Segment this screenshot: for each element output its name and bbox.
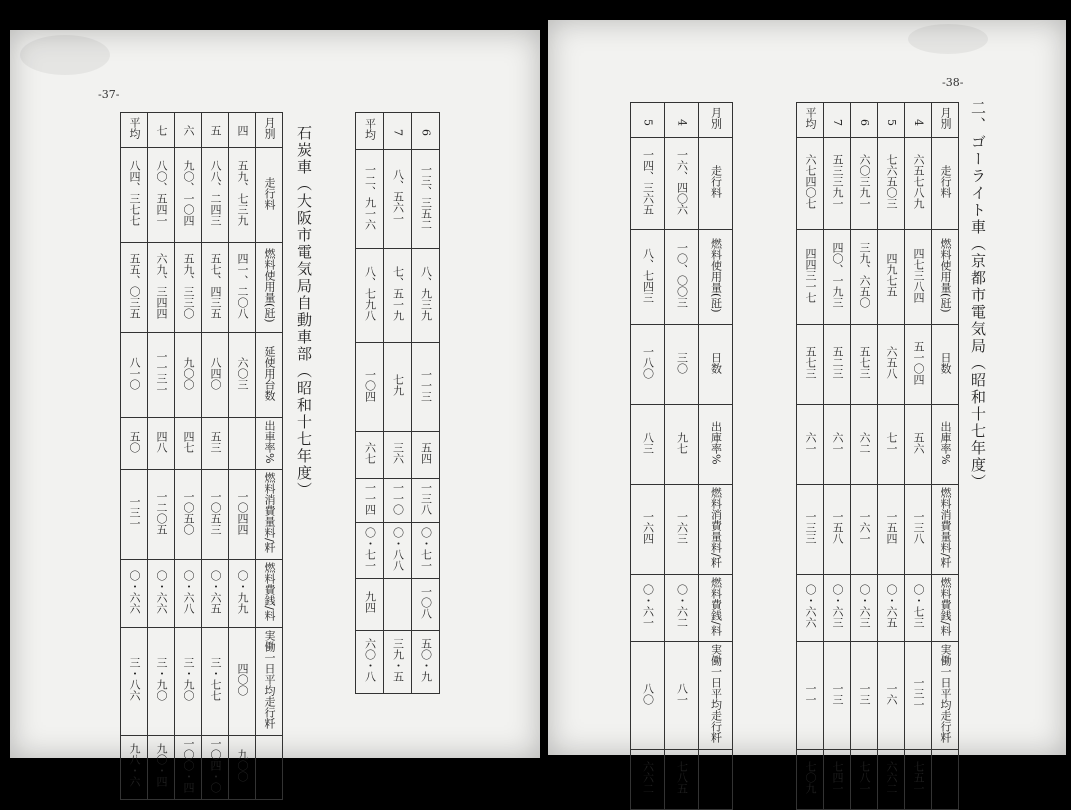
table-cell: 一一三一 bbox=[148, 333, 175, 418]
table-cell: 一一〇 bbox=[384, 479, 412, 523]
row-header: 延使用台数 bbox=[256, 333, 283, 418]
table-cell: 一六四 bbox=[631, 485, 665, 575]
column-header: 6 bbox=[851, 103, 878, 138]
table-cell: 五七三 bbox=[797, 325, 824, 405]
table-cell: 四九七五 bbox=[878, 230, 905, 325]
data-table bbox=[120, 112, 283, 800]
row-header bbox=[932, 750, 959, 810]
column-header: 5 bbox=[631, 103, 665, 138]
table-cell: 一三三 bbox=[797, 485, 824, 575]
table-cell: 三九、六五〇 bbox=[851, 230, 878, 325]
table-cell: 〇・六三 bbox=[824, 574, 851, 642]
column-header: 7 bbox=[824, 103, 851, 138]
table-cell: 三六 bbox=[384, 432, 412, 479]
table-cell: 八〇、五四一 bbox=[148, 148, 175, 243]
table-cell: 一六三 bbox=[665, 485, 699, 575]
row-header: 出庫率% bbox=[699, 405, 733, 485]
table-cell: 六一 bbox=[824, 405, 851, 485]
column-header: 平均 bbox=[356, 113, 384, 150]
table-cell: 七五一 bbox=[905, 750, 932, 810]
row-header: 実働一日平均走行粁 bbox=[932, 642, 959, 750]
table-cell: 六一 bbox=[797, 405, 824, 485]
table-cell: 七六五〇三 bbox=[878, 138, 905, 230]
table-cell: 一〇〇・四 bbox=[175, 735, 202, 799]
table-cell: 六二 bbox=[851, 405, 878, 485]
row-header bbox=[699, 750, 733, 810]
paper-stain bbox=[20, 35, 110, 75]
table-cell: 六〇三九一 bbox=[851, 138, 878, 230]
table-cell: 八、七四三 bbox=[631, 230, 665, 325]
table-cell: 五六 bbox=[905, 405, 932, 485]
table-cell: 〇・七一 bbox=[356, 523, 384, 578]
table-cell: 八一 bbox=[665, 642, 699, 750]
table-cell: 六九、三四四 bbox=[148, 243, 175, 333]
table-cell: 〇・六二 bbox=[665, 574, 699, 642]
table-cell: 一五四 bbox=[878, 485, 905, 575]
table-cell: 〇・七一 bbox=[412, 523, 440, 578]
table-cell: 一〇四四 bbox=[229, 470, 256, 560]
table-cell bbox=[229, 418, 256, 470]
table-cell: 五四 bbox=[412, 432, 440, 479]
row-header: 出庫率% bbox=[932, 405, 959, 485]
row-header bbox=[256, 735, 283, 799]
table-cell: 一三、三五二 bbox=[412, 149, 440, 248]
row-header: 月別 bbox=[932, 103, 959, 138]
table-cell: 一三八 bbox=[905, 485, 932, 575]
table-cell: 七、五一九 bbox=[384, 249, 412, 343]
table-cell: 六七四〇七 bbox=[797, 138, 824, 230]
table-cell: 五〇・九 bbox=[412, 631, 440, 694]
table-cell: 一〇五〇 bbox=[175, 470, 202, 560]
paper-stain bbox=[908, 24, 988, 54]
table-cell: 一一三 bbox=[412, 343, 440, 432]
table-cell: 一三一 bbox=[905, 642, 932, 750]
table-cell bbox=[384, 578, 412, 630]
table-cell: 〇・七三 bbox=[905, 574, 932, 642]
row-header: 燃料消費量料/粁 bbox=[932, 485, 959, 575]
table-cell: 〇・六三 bbox=[851, 574, 878, 642]
table-cell: 〇・八八 bbox=[384, 523, 412, 578]
row-header: 燃料消費量料/粁 bbox=[256, 470, 283, 560]
table-cell: 七八一 bbox=[851, 750, 878, 810]
table-cell: 一三八 bbox=[412, 479, 440, 523]
column-header: 平均 bbox=[797, 103, 824, 138]
column-header: 4 bbox=[665, 103, 699, 138]
table-cell: 一六一 bbox=[851, 485, 878, 575]
column-header: 七 bbox=[148, 113, 175, 148]
table-cell: 〇・九九 bbox=[229, 560, 256, 628]
table-cell: 七四一 bbox=[824, 750, 851, 810]
column-header: 6 bbox=[412, 113, 440, 150]
table-title: 二、ゴーライト車（京都市電気局（昭和十七年度） bbox=[969, 100, 987, 491]
table-cell: 〇・六六 bbox=[797, 574, 824, 642]
table-cell: 一〇四 bbox=[356, 343, 384, 432]
table-cell: 一四、三六五 bbox=[631, 138, 665, 230]
table-cell: 八、七九八 bbox=[356, 249, 384, 343]
table-cell: 八八、二四三 bbox=[202, 148, 229, 243]
table-cell: 三・八六 bbox=[121, 627, 148, 735]
table-cell: 一〇八 bbox=[412, 578, 440, 630]
column-header: 4 bbox=[905, 103, 932, 138]
row-header: 日数 bbox=[699, 325, 733, 405]
table-cell: 八、九三九 bbox=[412, 249, 440, 343]
column-header: 7 bbox=[384, 113, 412, 150]
table-cell: 三・七七 bbox=[202, 627, 229, 735]
table-cell: 九〇、一〇四 bbox=[175, 148, 202, 243]
table-cell: 一六 bbox=[878, 642, 905, 750]
table-cell: 七一 bbox=[878, 405, 905, 485]
table-cell: 九〇〇 bbox=[229, 735, 256, 799]
table-title: 石炭車（大阪市電気局自動車部（昭和十七年度） bbox=[295, 125, 313, 499]
table-cell: 五九、三三〇 bbox=[175, 243, 202, 333]
row-header: 走行料 bbox=[699, 138, 733, 230]
table-cell: 七九 bbox=[384, 343, 412, 432]
table-cell: 一三 bbox=[851, 642, 878, 750]
row-header: 日数 bbox=[932, 325, 959, 405]
table-cell: 四四三一七 bbox=[797, 230, 824, 325]
table-cell: 四七三八四 bbox=[905, 230, 932, 325]
row-header: 出車率% bbox=[256, 418, 283, 470]
table-cell: 九七 bbox=[665, 405, 699, 485]
table-cell: 八三 bbox=[631, 405, 665, 485]
row-header: 燃料費銭/料 bbox=[932, 574, 959, 642]
table-cell: 一〇四・〇 bbox=[202, 735, 229, 799]
table-cell: 六〇三 bbox=[229, 333, 256, 418]
table-cell: 一一 bbox=[797, 642, 824, 750]
row-header: 走行料 bbox=[256, 148, 283, 243]
table-cell: 三九・五 bbox=[384, 631, 412, 694]
table-cell: 〇・六六 bbox=[148, 560, 175, 628]
table-cell: 〇・六五 bbox=[878, 574, 905, 642]
table-cell: 六五七八九 bbox=[905, 138, 932, 230]
column-header: 平均 bbox=[121, 113, 148, 148]
table-cell: 五三 bbox=[202, 418, 229, 470]
table-cell: 一八〇 bbox=[631, 325, 665, 405]
row-header: 実働一日平均走行粁 bbox=[699, 642, 733, 750]
row-header: 燃料使用量(瓩) bbox=[699, 230, 733, 325]
table-cell: 五一〇四 bbox=[905, 325, 932, 405]
table-cell: 一六、四〇六 bbox=[665, 138, 699, 230]
row-header: 燃料使用量(瓩) bbox=[256, 243, 283, 333]
row-header: 燃料使用量(瓩) bbox=[932, 230, 959, 325]
data-table bbox=[355, 112, 440, 694]
table-cell: 一三一 bbox=[121, 470, 148, 560]
table-cell: 八、五六一 bbox=[384, 149, 412, 248]
table-cell: 六〇・八 bbox=[356, 631, 384, 694]
data-table bbox=[630, 102, 733, 810]
table-cell: 四〇、一九三 bbox=[824, 230, 851, 325]
table-cell: 〇・六五 bbox=[202, 560, 229, 628]
page-number: -38- bbox=[942, 76, 964, 89]
table-cell: 一二、九一六 bbox=[356, 149, 384, 248]
row-header: 燃料費銭/料 bbox=[699, 574, 733, 642]
table-cell: 六六二 bbox=[631, 750, 665, 810]
table-cell: 八一〇 bbox=[121, 333, 148, 418]
table-cell: 三・九〇 bbox=[175, 627, 202, 735]
table-cell: 九〇・四 bbox=[148, 735, 175, 799]
table-cell: 一二〇五 bbox=[148, 470, 175, 560]
right-page bbox=[548, 20, 1066, 795]
page-number: -37- bbox=[98, 88, 120, 101]
column-header: 四 bbox=[229, 113, 256, 148]
table-cell: 九〇〇 bbox=[175, 333, 202, 418]
row-header: 燃料消費量料/粁 bbox=[699, 485, 733, 575]
data-table bbox=[796, 102, 959, 810]
table-cell: 〇・六八 bbox=[175, 560, 202, 628]
row-header: 月別 bbox=[699, 103, 733, 138]
table-cell: 六七 bbox=[356, 432, 384, 479]
row-header: 実働一日平均走行粁 bbox=[256, 627, 283, 735]
row-header: 走行料 bbox=[932, 138, 959, 230]
table-cell: 五五、〇三五 bbox=[121, 243, 148, 333]
table-cell: 三・九〇 bbox=[148, 627, 175, 735]
table-cell: 八四、三七七 bbox=[121, 148, 148, 243]
table-cell: 四〇〇 bbox=[229, 627, 256, 735]
column-header: 5 bbox=[878, 103, 905, 138]
table-cell: 五七、四三五 bbox=[202, 243, 229, 333]
table-cell: 七〇九 bbox=[797, 750, 824, 810]
table-cell: 一三 bbox=[824, 642, 851, 750]
table-cell: 五三三九一 bbox=[824, 138, 851, 230]
row-header: 燃料費銭/料 bbox=[256, 560, 283, 628]
table-cell: 五二三 bbox=[824, 325, 851, 405]
table-cell: 五〇 bbox=[121, 418, 148, 470]
table-cell: 六六二 bbox=[878, 750, 905, 810]
table-cell: 〇・六一 bbox=[631, 574, 665, 642]
table-cell: 一〇五三 bbox=[202, 470, 229, 560]
left-page bbox=[10, 30, 540, 793]
table-cell: 三〇 bbox=[665, 325, 699, 405]
table-cell: 四一、二〇八 bbox=[229, 243, 256, 333]
table-cell: 六五八 bbox=[878, 325, 905, 405]
table-cell: 四八 bbox=[148, 418, 175, 470]
column-header: 六 bbox=[175, 113, 202, 148]
table-cell: 八〇 bbox=[631, 642, 665, 750]
table-cell: 四七 bbox=[175, 418, 202, 470]
table-cell: 一一四 bbox=[356, 479, 384, 523]
table-cell: 〇・六六 bbox=[121, 560, 148, 628]
table-cell: 一〇、〇〇三 bbox=[665, 230, 699, 325]
table-cell: 九八・六 bbox=[121, 735, 148, 799]
column-header: 五 bbox=[202, 113, 229, 148]
table-cell: 九四 bbox=[356, 578, 384, 630]
table-cell: 五七三 bbox=[851, 325, 878, 405]
table-cell: 五九、七三九 bbox=[229, 148, 256, 243]
row-header: 月別 bbox=[256, 113, 283, 148]
table-cell: 七八五 bbox=[665, 750, 699, 810]
table-cell: 一五八 bbox=[824, 485, 851, 575]
table-cell: 八四〇 bbox=[202, 333, 229, 418]
